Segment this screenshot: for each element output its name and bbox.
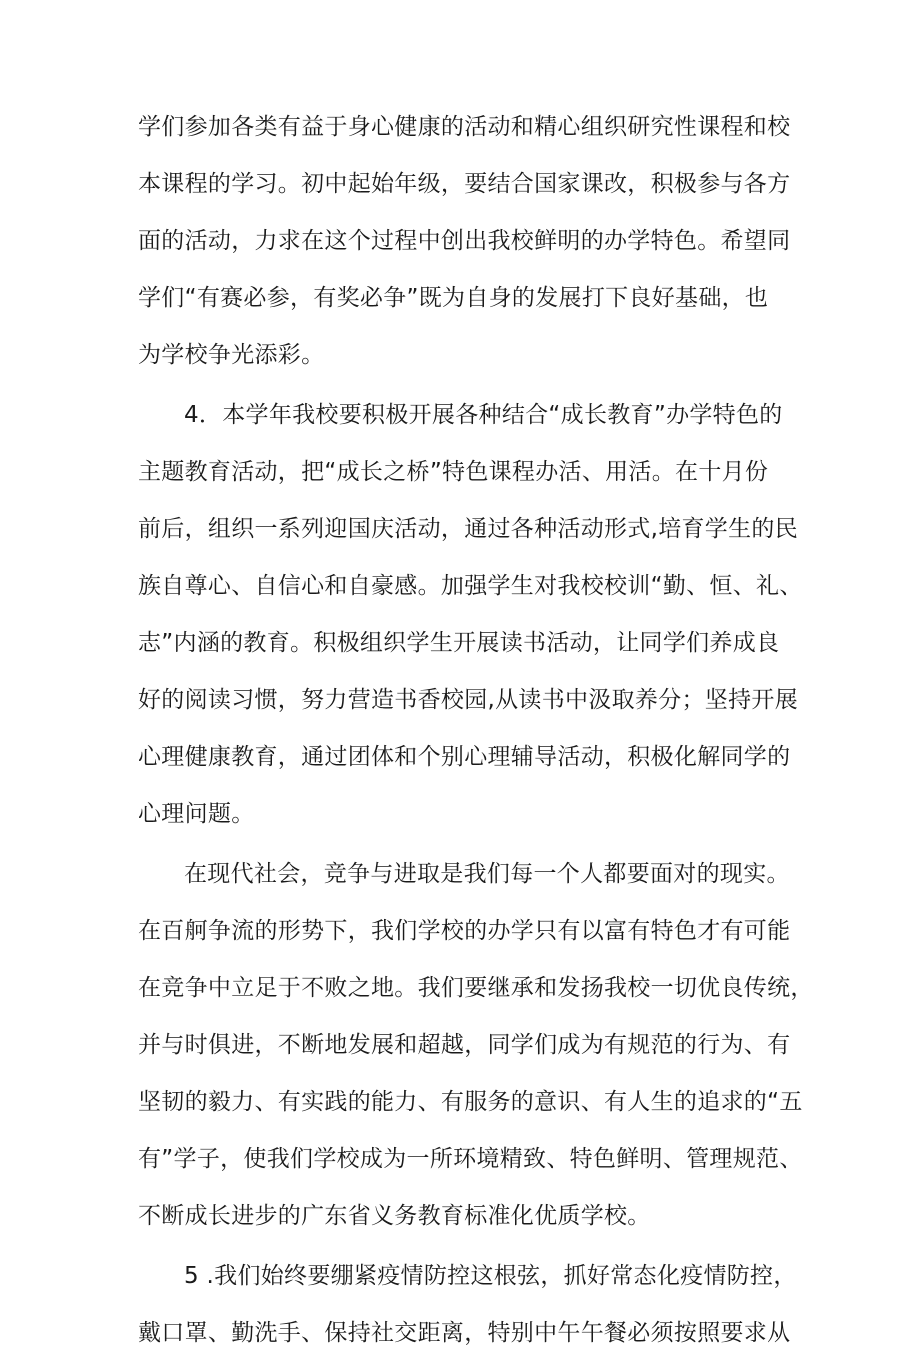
paragraph-3-line-5: 坚韧的毅力、有实践的能力、有服务的意识、有人生的追求的“五: [138, 1089, 803, 1115]
paragraph-2-line-1: 4．本学年我校要积极开展各种结合“成长教育”办学特色的: [184, 402, 783, 428]
paragraph-2-line-3: 前后，组织一系列迎国庆活动，通过各种活动形式,培育学生的民: [138, 516, 799, 542]
paragraph-2-line-4: 族自尊心、自信心和自豪感。加强学生对我校校训“勤、恒、礼、: [138, 573, 803, 599]
paragraph-1-line-1: 学们参加各类有益于身心健康的活动和精心组织研究性课程和校: [138, 114, 791, 140]
paragraph-2-line-6: 好的阅读习惯，努力营造书香校园,从读书中汲取养分；坚持开展: [138, 687, 799, 713]
paragraph-3-line-6: 有”学子，使我们学校成为一所环境精致、特色鲜明、管理规范、: [138, 1146, 803, 1172]
paragraph-3-line-3: 在竞争中立足于不败之地。我们要继承和发扬我校一切优良传统，: [138, 975, 814, 1001]
paragraph-2-line-8: 心理问题。: [138, 801, 255, 827]
paragraph-4-line-1: 5 .我们始终要绷紧疫情防控这根弦，抓好常态化疫情防控，: [184, 1263, 797, 1289]
paragraph-2-line-2: 主题教育活动，把“成长之桥”特色课程办活、用活。在十月份: [138, 459, 769, 485]
paragraph-3-line-7: 不断成长进步的广东省义务教育标准化优质学校。: [138, 1203, 651, 1229]
paragraph-3-line-2: 在百舸争流的形势下，我们学校的办学只有以富有特色才有可能: [138, 918, 791, 944]
paragraph-3-line-1: 在现代社会，竞争与进取是我们每一个人都要面对的现实。: [184, 861, 790, 887]
paragraph-1-line-3: 面的活动，力求在这个过程中创出我校鲜明的办学特色。希望同: [138, 228, 791, 254]
paragraph-4-line-2: 戴口罩、勤洗手、保持社交距离，特别中午午餐必须按照要求从: [138, 1320, 791, 1346]
paragraph-2-line-7: 心理健康教育，通过团体和个别心理辅导活动，积极化解同学的: [138, 744, 791, 770]
paragraph-3-line-4: 并与时俱进，不断地发展和超越，同学们成为有规范的行为、有: [138, 1032, 791, 1058]
paragraph-1-line-5: 为学校争光添彩。: [138, 342, 325, 368]
paragraph-1-line-4: 学们“有赛必参，有奖必争”既为自身的发展打下良好基础，也: [138, 285, 769, 311]
paragraph-2-line-5: 志”内涵的教育。积极组织学生开展读书活动，让同学们养成良: [138, 630, 780, 656]
paragraph-1-line-2: 本课程的学习。初中起始年级，要结合国家课改，积极参与各方: [138, 171, 791, 197]
